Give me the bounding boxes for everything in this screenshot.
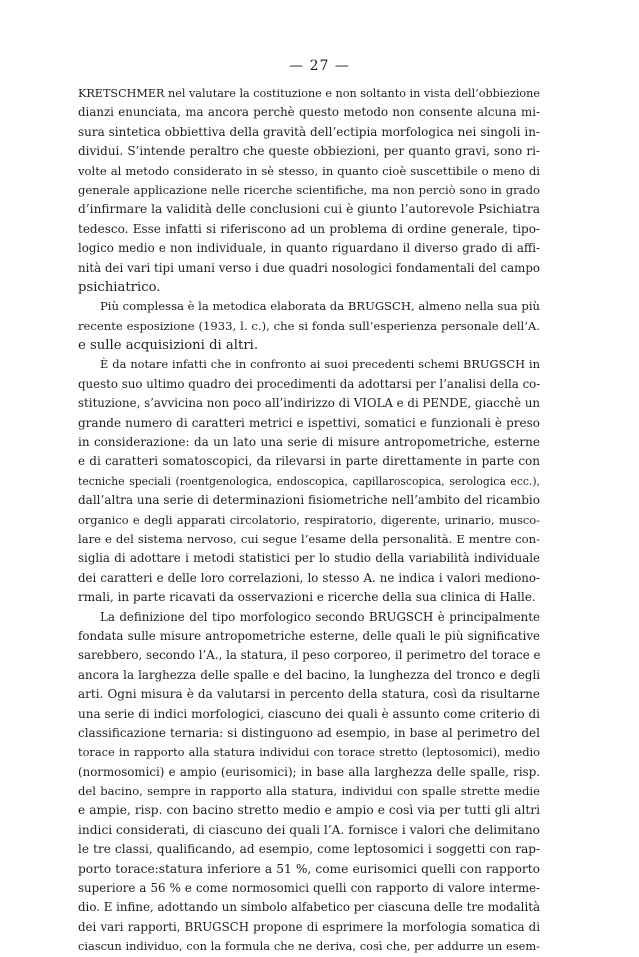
text-line: tecniche speciali (roentgenologica, endoscopica, capillaroscopica, serologica ecc.), — [78, 474, 540, 488]
text-line: fondata sulle misure antropometriche esterne, delle quali le più significative — [78, 628, 540, 643]
text-line: organico e degli apparati circolatorio, respiratorio, digerente, urinario, musco- — [78, 512, 540, 527]
text-line: dall’altra una serie di determinazioni fisiometriche nell’ambito del ricambio — [78, 493, 540, 508]
text-line: una serie di indici morfologici, ciascuno dei quali è assunto come criterio di — [78, 706, 540, 721]
text-line: classificazione ternaria: si distinguono ad esempio, in base al perimetro del — [78, 725, 540, 740]
text-line: e ampie, risp. con bacino stretto medio e ampio e così via per tutti gli altri — [78, 803, 540, 818]
text-line: grande numero di caratteri metrici e ispettivi, somatici e funzionali è preso — [78, 415, 540, 430]
text-line: psichiatrico. — [78, 279, 161, 295]
text-line: (normosomici) e ampio (eurisomici); in base alla larghezza delle spalle, risp. — [78, 764, 540, 779]
text-line: dei vari rapporti, BRUGSCH propone di esprimere la morfologia somatica di — [78, 919, 540, 934]
text-line: La definizione del tipo morfologico secondo BRUGSCH è principalmente — [100, 609, 540, 624]
text-line: e sulle acquisizioni di altri. — [78, 338, 259, 354]
text-line: torace in rapporto alla statura individui con torace stretto (leptosomici), medio — [78, 745, 540, 760]
text-line: tedesco. Esse infatti si riferiscono ad un problema di ordine generale, tipo- — [78, 221, 540, 236]
text-line: stituzione, s’avvicina non poco all’indirizzo di VIOLA e di PENDE, giacchè un — [78, 396, 540, 411]
text-line: ancora la larghezza delle spalle e del bacino, la lunghezza del tronco e degli — [78, 667, 540, 682]
text-line: logico medio e non individuale, in quanto riguardano il diverso grado di affi- — [78, 241, 540, 256]
body-text — [78, 84, 540, 957]
text-line: volte al metodo considerato in sè stesso, in quanto cioè suscettibile o meno di — [78, 163, 540, 178]
text-line: È da notare infatti che in confronto ai suoi precedenti schemi BRUGSCH in — [100, 357, 540, 372]
text-line: dianzi enunciata, ma ancora perchè questo metodo non consente alcuna mi- — [78, 105, 540, 120]
text-line: superiore a 56 % e come normosomici quelli con rapporto di valore interme- — [78, 881, 540, 896]
text-line: rmali, in parte ricavati da osservazioni e ricerche della sua clinica di Halle. — [78, 590, 536, 605]
page-number: — 27 — — [289, 58, 350, 74]
text-line: generale applicazione nelle ricerche scientifiche, ma non perciò sono in grado — [78, 182, 540, 197]
text-line: dividui. S’intende peraltro che queste obbiezioni, per quanto gravi, sono ri- — [78, 144, 540, 159]
text-line: arti. Ogni misura è da valutarsi in percento della statura, così da risultarne — [78, 687, 540, 702]
text-line: sarebbero, secondo l’A., la statura, il peso corporeo, il perimetro del torace e — [78, 648, 540, 663]
text-line: indici considerati, di ciascuno dei quali l’A. fornisce i valori che delimitano — [78, 822, 540, 837]
text-line: questo suo ultimo quadro dei procedimenti da adottarsi per l’analisi della co- — [78, 376, 540, 391]
text-line: recente esposizione (1933, l. c.), che si fonda sull’esperienza personale dell’A. — [78, 318, 540, 333]
text-line: del bacino, sempre in rapporto alla statura, individui con spalle strette medie — [78, 784, 540, 799]
text-line: nità dei vari tipi umani verso i due quadri nosologici fondamentali del campo — [78, 260, 540, 275]
text-line: dei caratteri e delle loro correlazioni, lo stesso A. ne indica i valori mediono- — [78, 570, 540, 585]
text-line: Più complessa è la metodica elaborata da BRUGSCH, almeno nella sua più — [100, 299, 540, 314]
text-line: siglia di adottare i metodi statistici per lo studio della variabilità individuale — [78, 551, 540, 566]
text-line: KRETSCHMER nel valutare la costituzione e non soltanto in vista dell’obbiezione — [78, 87, 540, 100]
text-line: le tre classi, qualificando, ad esempio, come leptosomici i soggetti con rap- — [78, 842, 540, 857]
text-line: porto torace:statura inferiore a 51 %, come eurisomici quelli con rapporto — [78, 861, 540, 876]
text-line: e di caratteri somatoscopici, da rilevarsi in parte direttamente in parte con — [78, 454, 540, 469]
text-line: ciascun individuo, con la formula che ne deriva, così che, per addurre un esem- — [78, 939, 540, 954]
text-line: dio. E infine, adottando un simbolo alfabetico per ciascuna delle tre modalità — [78, 900, 540, 915]
text-line: lare e del sistema nervoso, cui segue l’esame della personalità. E mentre con- — [78, 531, 540, 546]
text-line: sura sintetica obbiettiva della gravità dell’ectipia morfologica nei singoli in- — [78, 124, 540, 139]
text-line: d’infirmare la validità delle conclusioni cui è giunto l’autorevole Psichiatra — [78, 202, 540, 217]
text-line: in considerazione: da un lato una serie di misure antropometriche, esterne — [78, 435, 540, 450]
